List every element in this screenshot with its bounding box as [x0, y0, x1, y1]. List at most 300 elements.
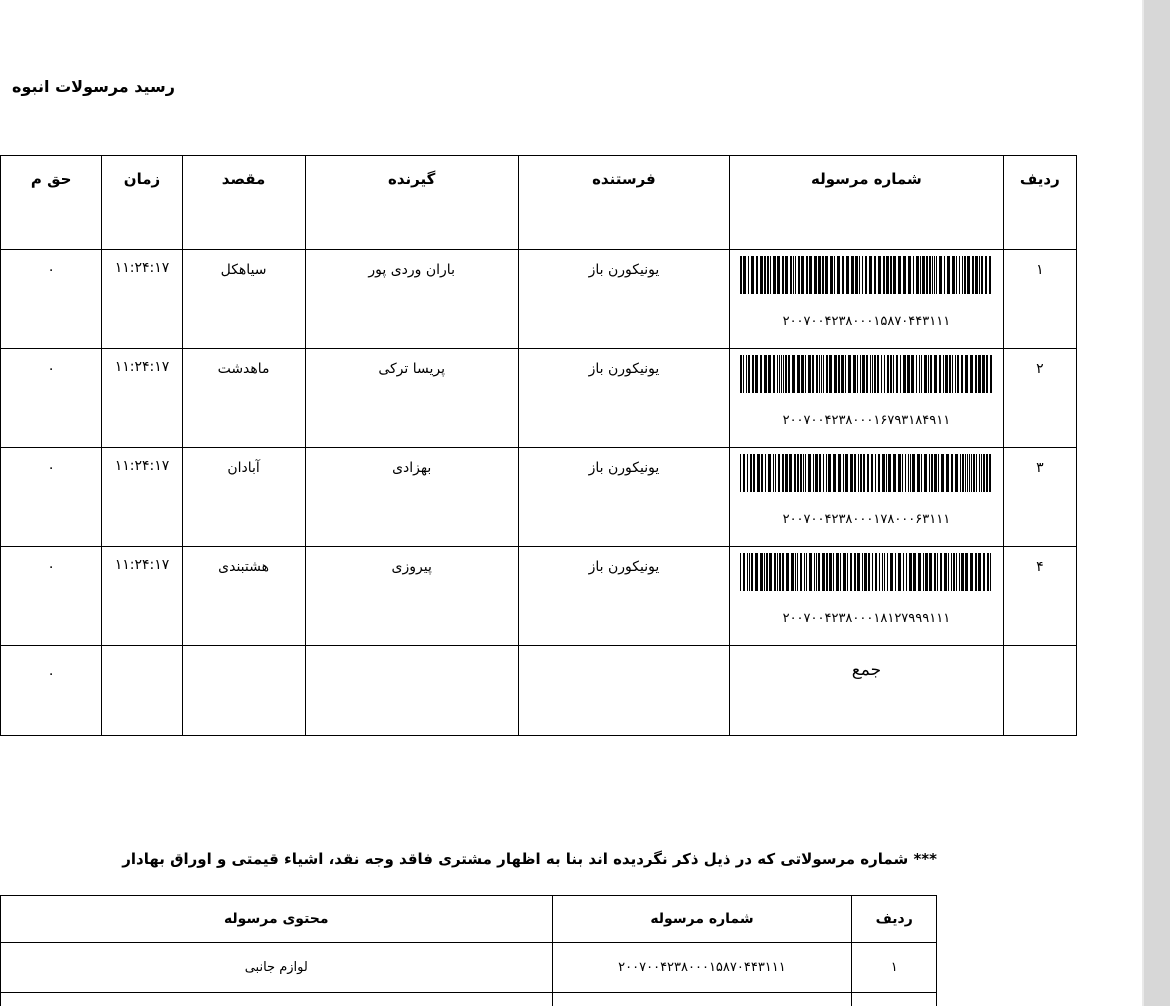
- barcode-bar: [875, 454, 876, 492]
- row-receiver: بهزادی: [305, 448, 518, 547]
- barcode-bar: [801, 355, 804, 393]
- barcode-bar: [805, 454, 806, 492]
- barcode-bar: [924, 355, 927, 393]
- barcode-bar: [862, 256, 863, 294]
- barcode-bar: [883, 256, 885, 294]
- sum-label: [730, 646, 1004, 736]
- page-title: رسید مرسولات انبوه: [12, 77, 175, 96]
- barcode-bar: [918, 553, 921, 591]
- barcode-bar: [825, 256, 828, 294]
- barcode-bar: [896, 355, 898, 393]
- row-receiver: باران وردی پور: [305, 250, 518, 349]
- barcode-bar: [941, 454, 944, 492]
- barcode-bar: [764, 553, 765, 591]
- sum-index: [1003, 646, 1076, 736]
- sum-fee: ۰: [1, 646, 102, 736]
- barcode-bar: [795, 256, 796, 294]
- barcode-bar: [971, 454, 972, 492]
- barcode-bar: [838, 355, 840, 393]
- barcode-bar: [756, 256, 758, 294]
- barcode-bar: [887, 553, 888, 591]
- barcode-bar: [872, 355, 873, 393]
- barcode-bar: [819, 355, 820, 393]
- barcode-bar: [921, 355, 922, 393]
- contents-header-row: [1, 896, 937, 943]
- barcode-bar: [773, 454, 774, 492]
- header-receiver: گیرنده: [305, 156, 518, 250]
- barcode-bar: [740, 355, 742, 393]
- row-barcode-cell: [730, 250, 1004, 349]
- barcode-bar: [937, 553, 938, 591]
- barcode-bar: [884, 553, 885, 591]
- vertical-scrollbar[interactable]: [1142, 0, 1170, 1006]
- barcode-bar: [967, 256, 970, 294]
- barcode-bar: [850, 454, 853, 492]
- barcode-bar: [913, 553, 916, 591]
- row-fee: ۰: [1, 250, 102, 349]
- barcode-bar: [747, 553, 748, 591]
- barcode-bar: [764, 256, 766, 294]
- barcode-bar: [767, 256, 769, 294]
- barcode-bar: [751, 553, 753, 591]
- barcode-bar: [860, 454, 862, 492]
- barcode-bar: [851, 256, 854, 294]
- barcode-bar: [951, 454, 953, 492]
- barcode-bar: [986, 355, 988, 393]
- contents-table: [0, 895, 937, 1006]
- barcode-bar: [764, 355, 767, 393]
- row-index: ۳: [1003, 448, 1076, 547]
- barcode-bar: [843, 553, 846, 591]
- row-receiver: پیروزی: [305, 547, 518, 646]
- barcode-bar: [857, 355, 858, 393]
- sum-sender: [518, 646, 729, 736]
- barcode-bar: [983, 553, 985, 591]
- barcode-bar: [819, 454, 821, 492]
- barcode-bar: [818, 553, 820, 591]
- barcode-bar: [823, 454, 824, 492]
- barcode-bar: [916, 256, 919, 294]
- barcode-bar: [854, 553, 856, 591]
- barcode-bar: [990, 553, 991, 591]
- barcode-bar: [905, 454, 906, 492]
- barcode-bar: [903, 355, 906, 393]
- header-destination: مقصد: [182, 156, 305, 250]
- barcode-bar: [962, 256, 963, 294]
- barcode-bar: [939, 355, 941, 393]
- barcode-bar: [965, 454, 966, 492]
- barcode-bar: [893, 454, 896, 492]
- barcode-bar: [779, 355, 780, 393]
- barcode-bar: [845, 355, 846, 393]
- barcode-bar: [806, 553, 807, 591]
- barcode-bar: [838, 454, 841, 492]
- barcode-bar: [858, 454, 859, 492]
- barcode-bar: [949, 355, 951, 393]
- barcode-bar: [939, 256, 942, 294]
- row-destination: ماهدشت: [182, 349, 305, 448]
- barcode-image: [740, 256, 992, 294]
- barcode-bar: [854, 454, 856, 492]
- table-row: [1, 547, 1077, 646]
- barcode-bar: [766, 553, 768, 591]
- row-destination: آبادان: [182, 448, 305, 547]
- contents-header-number: شماره مرسوله: [552, 896, 852, 943]
- barcode-bar: [916, 355, 917, 393]
- row-time: ۱۱:۲۴:۱۷: [102, 448, 182, 547]
- barcode-bar: [843, 454, 844, 492]
- barcode-bar: [760, 256, 763, 294]
- barcode-bar: [890, 553, 893, 591]
- barcode-bar: [926, 256, 928, 294]
- barcode-bar: [934, 355, 937, 393]
- barcode-bar: [965, 553, 968, 591]
- barcode-bar: [887, 355, 889, 393]
- row-destination: هشتبندی: [182, 547, 305, 646]
- barcode-bar: [842, 256, 844, 294]
- barcode-bar: [888, 454, 891, 492]
- barcode-bar: [833, 454, 836, 492]
- barcode-image: [740, 355, 992, 393]
- barcode-bar: [925, 553, 928, 591]
- barcode-bar: [967, 454, 968, 492]
- barcode-bar: [749, 553, 750, 591]
- shipment-number: ۲۰۰۷۰۰۴۲۳۸۰۰۰۱۶۷۹۳۱۸۴۹۱۱: [782, 413, 951, 428]
- barcode-bar: [801, 256, 804, 294]
- row-sender: یونیکورن باز: [518, 250, 729, 349]
- barcode-bar: [902, 454, 903, 492]
- barcode-bar: [743, 553, 745, 591]
- barcode-bar: [903, 256, 906, 294]
- barcode-bar: [982, 355, 985, 393]
- barcode-bar: [798, 256, 800, 294]
- barcode-bar: [740, 454, 741, 492]
- barcode-bar: [812, 355, 814, 393]
- barcode-bar: [740, 256, 742, 294]
- barcode-bar: [874, 256, 876, 294]
- sum-destination: [182, 646, 305, 736]
- row-receiver: پریسا ترکی: [305, 349, 518, 448]
- barcode-bar: [792, 355, 795, 393]
- barcode-image: [740, 553, 992, 591]
- barcode-bar: [955, 355, 956, 393]
- barcode-bar: [947, 256, 950, 294]
- row-index: ۲: [1003, 349, 1076, 448]
- barcode-bar: [821, 355, 822, 393]
- barcode-bar: [906, 553, 907, 591]
- barcode-bar: [917, 454, 920, 492]
- barcode-bar: [961, 355, 963, 393]
- barcode-bar: [975, 256, 978, 294]
- barcode-bar: [986, 454, 988, 492]
- barcode-bar: [785, 454, 788, 492]
- barcode-bar: [960, 454, 961, 492]
- barcode-bar: [855, 256, 858, 294]
- barcode-bar: [815, 454, 818, 492]
- barcode-bar: [886, 454, 887, 492]
- barcode-bar: [875, 553, 877, 591]
- barcode-bar: [931, 454, 933, 492]
- barcode-bar: [872, 553, 873, 591]
- header-time: زمان: [102, 156, 182, 250]
- row-sender: یونیکورن باز: [518, 547, 729, 646]
- barcode-bar: [781, 355, 782, 393]
- barcode-bar: [846, 256, 849, 294]
- barcode-bar: [951, 553, 952, 591]
- barcode-bar: [946, 454, 949, 492]
- barcode-bar: [934, 553, 936, 591]
- barcode-bar: [760, 553, 763, 591]
- row-barcode-cell: [730, 349, 1004, 448]
- barcode-bar: [908, 454, 909, 492]
- barcode-bar: [822, 553, 825, 591]
- barcode-bar: [795, 553, 796, 591]
- barcode-bar: [791, 553, 794, 591]
- barcode-bar: [962, 454, 964, 492]
- barcode-bar: [919, 355, 920, 393]
- barcode-bar: [973, 454, 975, 492]
- barcode-bar: [936, 256, 937, 294]
- shipment-number: ۲۰۰۷۰۰۴۲۳۸۰۰۰۱۷۸۰۰۰۶۳۱۱۱: [782, 512, 951, 527]
- barcode-bar: [953, 553, 955, 591]
- row-fee: ۰: [1, 349, 102, 448]
- barcode-bar: [755, 355, 758, 393]
- row-fee: ۰: [1, 448, 102, 547]
- barcode-bar: [769, 553, 772, 591]
- barcode-bar: [878, 256, 881, 294]
- barcode-bar: [922, 256, 925, 294]
- barcode-bar: [797, 454, 799, 492]
- row-index: ۱: [1003, 250, 1076, 349]
- barcode-bar: [823, 355, 824, 393]
- barcode-bar: [853, 355, 856, 393]
- barcode-bar: [757, 454, 760, 492]
- barcode-bar: [877, 355, 879, 393]
- barcode-bar: [809, 553, 812, 591]
- barcode-bar: [808, 454, 811, 492]
- barcode-bar: [752, 355, 754, 393]
- barcode-bar: [943, 355, 944, 393]
- sum-row: [1, 646, 1077, 736]
- barcode-bar: [833, 553, 834, 591]
- shipment-number: ۲۰۰۷۰۰۴۲۳۸۰۰۰۱۵۸۷۰۴۴۳۱۱۱: [782, 314, 951, 329]
- barcode-bar: [911, 355, 914, 393]
- barcode-bar: [786, 553, 789, 591]
- barcode-bar: [783, 355, 784, 393]
- barcode-bar: [788, 355, 790, 393]
- barcode-bar: [879, 553, 880, 591]
- barcode-bar: [934, 256, 935, 294]
- barcode-bar: [956, 553, 957, 591]
- barcode-bar: [868, 553, 870, 591]
- barcode-bar: [816, 553, 817, 591]
- barcode-bar: [870, 355, 871, 393]
- barcode-bar: [800, 553, 802, 591]
- barcode-bar: [782, 553, 784, 591]
- barcode-bar: [740, 553, 741, 591]
- barcode-bar: [882, 454, 885, 492]
- barcode-bar: [753, 454, 755, 492]
- barcode-bar: [773, 355, 775, 393]
- barcode-bar: [845, 454, 848, 492]
- barcode-bar: [961, 553, 964, 591]
- row-fee: ۰: [1, 547, 102, 646]
- barcode-bar: [934, 454, 937, 492]
- contents-header-content: محتوی مرسوله: [1, 896, 553, 943]
- barcode-bar: [826, 454, 827, 492]
- barcode-bar: [921, 454, 922, 492]
- scrollbar-edge: [1142, 0, 1144, 1006]
- barcode-bar: [866, 355, 868, 393]
- contents-row-index: [852, 993, 937, 1006]
- barcode-bar: [969, 454, 970, 492]
- table-row: [1, 993, 937, 1006]
- barcode-bar: [893, 256, 896, 294]
- barcode-bar: [805, 355, 806, 393]
- barcode-bar: [826, 355, 828, 393]
- barcode-bar: [959, 553, 960, 591]
- barcode-bar: [944, 256, 945, 294]
- barcode-bar: [847, 553, 848, 591]
- barcode-bar: [848, 355, 851, 393]
- barcode-bar: [869, 256, 872, 294]
- barcode-bar: [932, 256, 933, 294]
- barcode-bar: [928, 355, 929, 393]
- barcode-bar: [981, 256, 983, 294]
- barcode-bar: [814, 256, 817, 294]
- barcode-bar: [775, 454, 776, 492]
- header-number: شماره مرسوله: [730, 156, 1004, 250]
- barcode-bar: [789, 454, 792, 492]
- barcode-bar: [794, 454, 796, 492]
- contents-row-index: ۱: [852, 943, 937, 993]
- barcode-bar: [860, 355, 861, 393]
- barcode-bar: [829, 355, 832, 393]
- barcode-bar: [773, 256, 776, 294]
- barcode-bar: [955, 454, 958, 492]
- barcode-bar: [945, 355, 948, 393]
- barcode-bar: [979, 454, 980, 492]
- table-row: [1, 448, 1077, 547]
- barcode-bar: [803, 454, 804, 492]
- barcode-bar: [871, 454, 873, 492]
- barcode-bar: [863, 454, 865, 492]
- barcode-bar: [777, 553, 778, 591]
- declaration-note: *** شماره مرسولاتی که در ذیل ذکر نگردیده اند بنا به اظهار مشتری فاقد وجه نقد، اشیاء قیمتی و اوراق بهادار: [122, 850, 937, 868]
- row-sender: یونیکورن باز: [518, 448, 729, 547]
- table-row: [1, 349, 1077, 448]
- barcode-bar: [893, 355, 894, 393]
- barcode-bar: [806, 256, 808, 294]
- barcode-bar: [874, 355, 876, 393]
- barcode-bar: [836, 553, 839, 591]
- shipment-number: ۲۰۰۷۰۰۴۲۳۸۰۰۰۱۸۱۲۷۹۹۹۱۱۱: [782, 611, 951, 626]
- barcode-bar: [886, 256, 889, 294]
- row-time: ۱۱:۲۴:۱۷: [102, 250, 182, 349]
- barcode-bar: [750, 454, 752, 492]
- barcode-bar: [898, 256, 901, 294]
- barcode-bar: [956, 256, 957, 294]
- barcode-bar: [965, 355, 968, 393]
- barcode-bar: [743, 256, 746, 294]
- barcode-bar: [944, 553, 947, 591]
- barcode-bar: [793, 256, 794, 294]
- barcode-bar: [940, 553, 942, 591]
- barcode-bar: [760, 355, 762, 393]
- barcode-bar: [976, 454, 977, 492]
- barcode-bar: [748, 355, 750, 393]
- barcode-bar: [804, 553, 805, 591]
- barcode-bar: [924, 454, 927, 492]
- barcode-bar: [913, 256, 914, 294]
- barcode-bar: [782, 454, 784, 492]
- barcode-bar: [890, 256, 892, 294]
- row-index: ۴: [1003, 547, 1076, 646]
- barcode-bar: [929, 256, 931, 294]
- barcode-bar: [865, 256, 867, 294]
- sum-time: [102, 646, 182, 736]
- barcode-bar: [800, 454, 802, 492]
- barcode-bar: [834, 256, 835, 294]
- barcode-bar: [779, 553, 781, 591]
- row-barcode-cell: [730, 448, 1004, 547]
- contents-header-index: ردیف: [852, 896, 937, 943]
- barcode-bar: [952, 355, 953, 393]
- barcode-bar: [850, 553, 852, 591]
- barcode-bar: [826, 553, 828, 591]
- barcode-bar: [903, 553, 904, 591]
- barcode-bar: [964, 256, 966, 294]
- barcode-bar: [978, 553, 981, 591]
- barcode-bar: [751, 256, 754, 294]
- barcode-bar: [923, 553, 924, 591]
- barcode-bar: [985, 256, 987, 294]
- barcode-bar: [920, 256, 921, 294]
- table-row: [1, 943, 937, 993]
- barcode-bar: [890, 355, 892, 393]
- barcode-bar: [895, 553, 896, 591]
- barcode-bar: [989, 454, 991, 492]
- barcode-bar: [770, 256, 771, 294]
- barcode-bar: [867, 454, 869, 492]
- row-sender: یونیکورن باز: [518, 349, 729, 448]
- barcode-bar: [778, 454, 780, 492]
- contents-row-content: [1, 993, 553, 1006]
- row-destination: سیاهکل: [182, 250, 305, 349]
- barcode-bar: [959, 256, 960, 294]
- row-time: ۱۱:۲۴:۱۷: [102, 349, 182, 448]
- barcode-bar: [761, 454, 763, 492]
- barcode-bar: [777, 355, 778, 393]
- contents-row-content: لوازم جانبی: [1, 943, 553, 993]
- barcode-bar: [864, 553, 867, 591]
- header-fee: حق م: [1, 156, 102, 250]
- barcode-bar: [912, 454, 915, 492]
- barcode-bar: [987, 553, 989, 591]
- row-time: ۱۱:۲۴:۱۷: [102, 547, 182, 646]
- barcode-bar: [837, 256, 840, 294]
- barcode-bar: [834, 355, 837, 393]
- barcode-bar: [862, 553, 863, 591]
- barcode-bar: [829, 553, 832, 591]
- header-index: ردیف: [1003, 156, 1076, 250]
- barcode-bar: [930, 355, 932, 393]
- barcode-bar: [818, 256, 821, 294]
- row-barcode-cell: [730, 547, 1004, 646]
- barcode-bar: [809, 256, 812, 294]
- barcode-bar: [813, 454, 814, 492]
- barcode-bar: [830, 256, 833, 294]
